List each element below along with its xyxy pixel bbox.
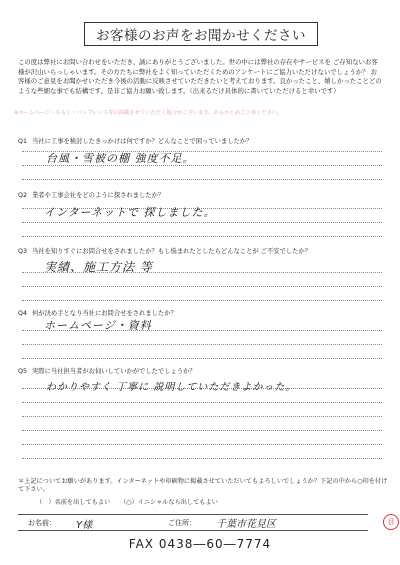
question-text: 当社を知りすぐにお問合せをされましたか？もし悩まれたとしたらどんなことが ご不安でしたか？ [31, 248, 312, 255]
answer-line [22, 458, 382, 459]
answer-line [22, 344, 382, 345]
question-number: Q3 [18, 248, 27, 255]
answer-line [22, 179, 382, 180]
answer-line [22, 286, 382, 287]
answer-5: わかりやすく 丁寧に 説明していただきよかった。 [46, 382, 297, 393]
answer-1: 台風・雪被の棚 強度不足。 [46, 152, 195, 165]
question-text: 業者や工事会社をどのように探されましたか？ [31, 192, 165, 199]
answer-line [22, 222, 382, 223]
question-number: Q4 [18, 310, 27, 317]
choice-label: 名前を出してもよい [54, 499, 111, 506]
question-4 [18, 308, 177, 317]
question-1 [18, 136, 252, 145]
answer-3: 実績、施工方法 等 [44, 260, 153, 274]
choice-full-name[interactable] [36, 497, 110, 506]
answer-line [22, 358, 382, 359]
permission-note: ＊上記についてお願いがあります。インターネットや印刷物に掲載させていただいてもよろしいでしょうか？下記の中から○印を付けて下さい。 [18, 478, 388, 493]
answer-4: ホームページ・資料 [44, 319, 152, 332]
question-text: 実際に当社担当者がお伺いしていかがでしたでしょうか？ [31, 368, 196, 375]
question-number: Q2 [18, 192, 27, 199]
fax-number: FAX 0438―60―7774 [128, 537, 272, 551]
question-2 [18, 190, 164, 199]
answer-line [22, 430, 382, 431]
answer-line [22, 416, 382, 417]
question-text: 何が決め手となり当社にお問合せをされましたか？ [31, 310, 177, 317]
question-text: 当社に工事を検討したきっかけは何ですか？どんなことで困っていましたか？ [31, 138, 253, 145]
answer-2: インターネットで 探しました。 [44, 206, 216, 219]
address-value: 千葉市花見区 [216, 519, 276, 530]
choice-mark: （○） [120, 499, 138, 506]
question-5 [18, 366, 196, 375]
choice-mark: （ ） [36, 499, 55, 506]
answer-line [22, 236, 382, 237]
name-label: お名前： [28, 519, 56, 527]
answer-line [22, 402, 382, 403]
question-number: Q5 [18, 368, 27, 375]
question-3 [18, 246, 311, 255]
choice-label: イニシャルなら出してもよい [137, 499, 218, 506]
intro-text: この度は弊社にお問い合わせをいただき、誠にありがとうございました。世の中には弊社の存在やサービスを ご存知ないお客様が沢山いらっしゃいます。その方たちに弊社をよく知っていただくためのアンケートにご協力いただけないでしょうか？ お客様のご意見をお聞かせいただき今後の活動に反映させていただきたいと考えております。良かったこと、嬉しかったことどのような些細な事でも結構です。是非ご協力お願い致します。（出来るだけ具体的に書いていただけると幸いです） [18, 58, 382, 96]
address-label: ご住所： [168, 519, 196, 527]
answer-line [22, 444, 382, 445]
intro-note: ※ホームページ・ちらし・パンフレット等に掲載させていただく場合がございます。あらかじめご了承ください。 [14, 110, 283, 116]
answer-line [22, 300, 382, 301]
choice-initials[interactable] [120, 497, 218, 506]
name-address-row [18, 514, 368, 531]
name-value: Y様 [76, 520, 93, 531]
question-number: Q1 [18, 138, 27, 145]
page-title: お客様のお声をお聞かせください [84, 22, 318, 46]
received-stamp: 目 [383, 514, 399, 530]
